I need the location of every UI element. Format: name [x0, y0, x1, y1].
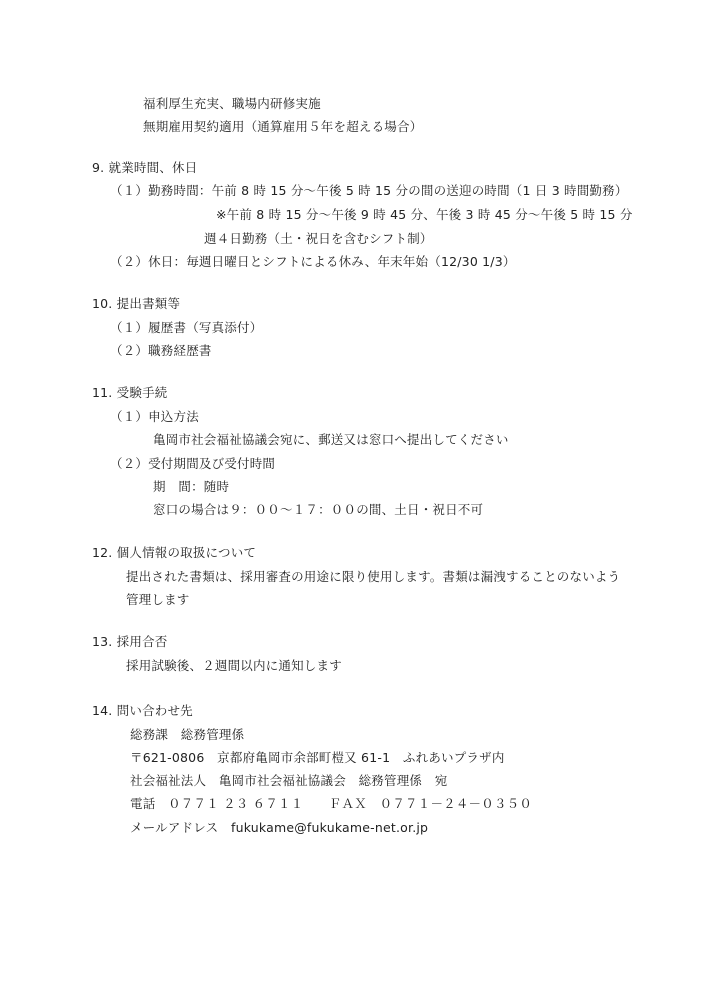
section-number: 13.	[92, 634, 113, 649]
section-title: 問い合わせ先	[116, 703, 193, 718]
section-heading	[92, 545, 256, 561]
section-number: 10.	[92, 296, 113, 311]
section-heading	[92, 296, 180, 312]
reception-hours-text: 窓口の場合は９：００～１７：００の間、土日・祝日不可	[153, 502, 484, 517]
holidays-line: （２）休日：毎週日曜日とシフトによる休み、年末年始（12/30 1/3）	[110, 254, 516, 269]
section-title: 個人情報の取扱について	[116, 545, 257, 560]
section-number: 12.	[92, 545, 113, 560]
contact-department: 総務課 総務管理係	[130, 727, 245, 742]
section-title: 受験手続	[116, 385, 168, 400]
contact-email: メールアドレス fukukame@fukukame-net.or.jp	[130, 820, 429, 835]
section-heading	[92, 160, 197, 176]
privacy-text: 提出された書類は、採用審査の用途に限り使用します。書類は漏洩することのないよう	[126, 569, 621, 584]
reception-period-label: （２）受付期間及び受付時間	[110, 456, 276, 471]
application-method-text: 亀岡市社会福祉協議会宛に、郵送又は窓口へ提出してください	[153, 432, 509, 447]
section-heading	[92, 634, 167, 650]
contact-phone-fax: 電話 ０７７１ ２３ ６７１１ ＦＡＸ ０７７１－２４－０３５０	[130, 796, 533, 811]
application-method-label: （１）申込方法	[110, 409, 199, 424]
section-title: 就業時間、休日	[108, 160, 198, 175]
section-number: 9.	[92, 160, 105, 175]
section-heading	[92, 703, 193, 719]
document-item: （２）職務経歴書	[110, 343, 212, 358]
section-heading	[92, 385, 167, 401]
contract-line: 無期雇用契約適用（通算雇用５年を超える場合）	[143, 119, 423, 134]
benefit-line: 福利厚生充実、職場内研修実施	[143, 96, 321, 111]
privacy-text-cont: 管理します	[126, 592, 190, 607]
work-hours-note: ※午前 8 時 15 分～午後 9 時 45 分、午後 3 時 45 分～午後 5 時 15 分	[216, 207, 633, 222]
section-number: 11.	[92, 385, 113, 400]
section-number: 14.	[92, 703, 113, 718]
result-text: 採用試験後、２週間以内に通知します	[126, 658, 342, 673]
work-days-line: 週４日勤務（土・祝日を含むシフト制）	[204, 231, 433, 246]
document-item: （１）履歴書（写真添付）	[110, 320, 263, 335]
contact-organization: 社会福祉法人 亀岡市社会福祉協議会 総務管理係 宛	[130, 773, 448, 788]
contact-address: 〒621-0806 京都府亀岡市余部町榿又 61-1 ふれあいプラザ内	[130, 750, 505, 765]
section-title: 提出書類等	[116, 296, 181, 311]
section-title: 採用合否	[116, 634, 168, 649]
reception-period-text: 期 間：随時	[153, 479, 230, 494]
work-hours-line: （１）勤務時間：午前 8 時 15 分～午後 5 時 15 分の間の送迎の時間（1 日 3 時間勤務）	[110, 183, 628, 198]
